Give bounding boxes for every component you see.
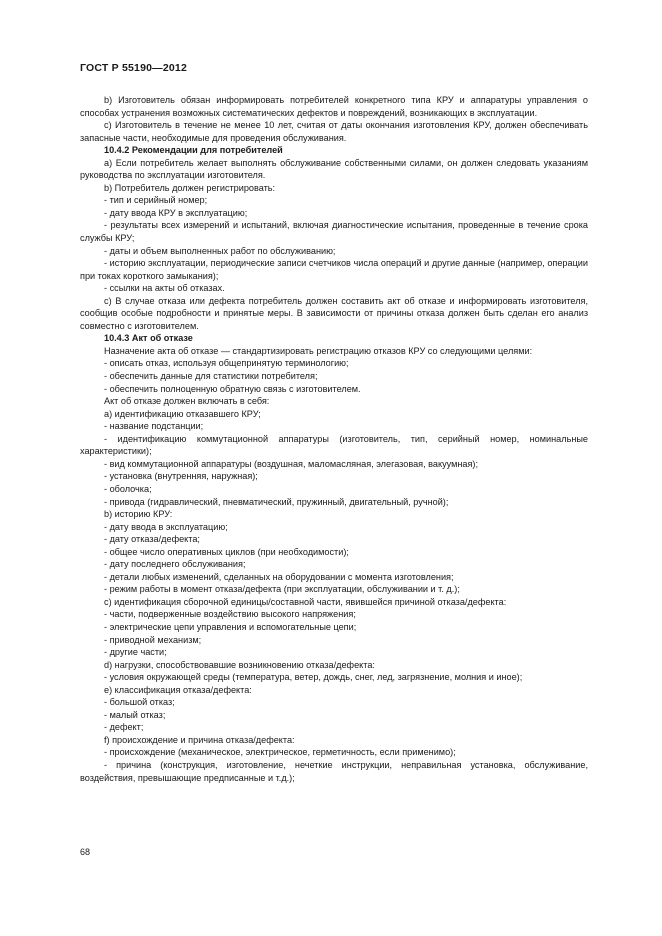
paragraph: Назначение акта об отказе — стандартизировать регистрацию отказов КРУ со следующими целями: — [104, 345, 533, 356]
paragraph: - другие части; — [104, 647, 167, 658]
body-text — [80, 94, 588, 784]
paragraph: - режим работы в момент отказа/дефекта (при эксплуатации, обслуживании и т. д.); — [104, 584, 460, 595]
paragraph: Акт об отказе должен включать в себя: — [104, 396, 270, 407]
paragraph: - дефект; — [104, 722, 144, 733]
paragraph: - части, подверженные воздействию высокого напряжения; — [104, 609, 356, 620]
paragraph: - дату последнего обслуживания; — [104, 559, 246, 570]
paragraph: f) происхождение и причина отказа/дефекта: — [104, 734, 295, 745]
paragraph: - тип и серийный номер; — [104, 195, 208, 206]
paragraph: - дату отказа/дефекта; — [104, 534, 200, 545]
paragraph: - оболочка; — [104, 483, 152, 494]
paragraph: - приводной механизм; — [104, 634, 202, 645]
paragraph: b) Изготовитель обязан информировать потребителей конкретного типа КРУ и аппаратуры управления о способах устранения возможных систематических дефектов и повреждений, возникающих в эксплуатации. — [80, 95, 588, 118]
paragraph: c) идентификация сборочной единицы/составной части, явившейся причиной отказа/дефекта: — [104, 596, 507, 607]
paragraph: - результаты всех измерений и испытаний, включая диагностические испытания, проведенные в течение срока службы КРУ; — [80, 220, 588, 244]
paragraph: b) Потребитель должен регистрировать: — [104, 182, 276, 193]
paragraph: - общее число оперативных циклов (при необходимости); — [104, 546, 349, 557]
paragraph: - установка (внутренняя, наружная); — [104, 471, 258, 482]
section-heading: 10.4.2 Рекомендации для потребителей — [104, 145, 283, 156]
paragraph: - даты и объем выполненных работ по обслуживанию; — [104, 245, 336, 256]
page-number: 68 — [80, 847, 91, 857]
paragraph: d) нагрузки, способствовавшие возникновению отказа/дефекта: — [104, 659, 375, 670]
paragraph: - обеспечить данные для статистики потребителя; — [104, 371, 318, 382]
section-heading: 10.4.3 Акт об отказе — [104, 333, 193, 344]
paragraph: c) В случае отказа или дефекта потребитель должен составить акт об отказе и информировать изготовителя, сообщив особые подробности и принятые меры. В зависимости от причины отказа должен быть сделан его анализ совместно с изготовителем. — [80, 295, 588, 331]
standard-designation: ГОСТ Р 55190—2012 — [80, 62, 188, 74]
paragraph: - привода (гидравлический, пневматический, пружинный, двигательный, ручной); — [104, 496, 449, 507]
paragraph: a) Если потребитель желает выполнять обслуживание собственными силами, он должен следовать указаниям руководства по эксплуатации изготовителя. — [80, 157, 588, 181]
paragraph: - причина (конструкция, изготовление, нечеткие инструкции, неправильная установка, обслуживание, воздействия, превышающие предписанные и т.д.); — [80, 759, 588, 783]
paragraph: - условия окружающей среды (температура, ветер, дождь, снег, лед, загрязнение, молния и иное); — [104, 672, 523, 683]
paragraph: - детали любых изменений, сделанных на оборудовании с момента изготовления; — [104, 571, 454, 582]
paragraph: - электрические цепи управления и вспомогательные цепи; — [104, 621, 357, 632]
paragraph: - дату ввода в эксплуатацию; — [104, 521, 228, 532]
paragraph: e) классификация отказа/дефекта: — [104, 684, 252, 695]
paragraph: - большой отказ; — [104, 697, 175, 708]
paragraph: - дату ввода КРУ в эксплуатацию; — [104, 207, 248, 218]
paragraph: - название подстанции; — [104, 421, 204, 432]
paragraph: - происхождение (механическое, электрическое, герметичность, если применимо); — [104, 747, 456, 758]
paragraph: - историю эксплуатации, периодические записи счетчиков числа операций и другие данные (например, операции при токах короткого замыкания); — [80, 258, 588, 281]
paragraph: - малый отказ; — [104, 709, 166, 720]
paragraph: - обеспечить полноценную обратную связь с изготовителем. — [104, 383, 361, 394]
paragraph: - описать отказ, используя общепринятую терминологию; — [104, 358, 349, 369]
paragraph: b) историю КРУ: — [104, 509, 173, 520]
paragraph: - ссылки на акты об отказах. — [104, 283, 225, 294]
paragraph: a) идентификацию отказавшего КРУ; — [104, 408, 261, 419]
paragraph: - вид коммутационной аппаратуры (воздушная, маломасляная, элегазовая, вакуумная); — [104, 458, 478, 469]
paragraph: c) Изготовитель в течение не менее 10 лет, считая от даты окончания изготовления КРУ, должен обеспечивать запасные части, необходимые для проведения обслуживания. — [80, 120, 588, 143]
paragraph: - идентификацию коммутационной аппаратуры (изготовитель, тип, серийный номер, номинальные характеристики); — [80, 433, 588, 457]
